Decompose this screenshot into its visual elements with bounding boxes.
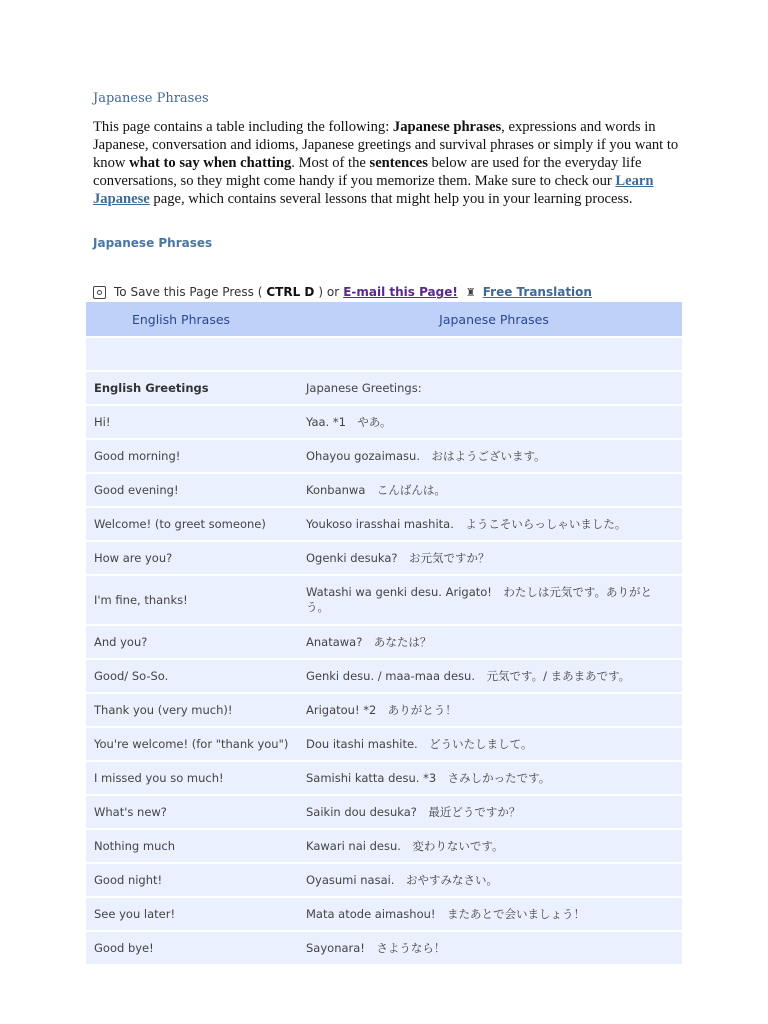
japanese-phrase: Arigatou! *2 ありがとう！ — [306, 702, 457, 717]
english-phrase: Good night! — [94, 873, 163, 887]
table-row — [86, 658, 682, 692]
english-phrase: Nothing much — [94, 839, 175, 853]
save-mid: ) or — [318, 285, 340, 299]
english-phrase: I missed you so much! — [94, 771, 224, 785]
japanese-phrase: Youkoso irasshai mashita. ようこそいらっしゃいました。 — [306, 516, 627, 531]
page-title: Japanese Phrases — [93, 91, 209, 106]
table-row — [86, 472, 682, 506]
save-bar — [93, 285, 592, 299]
intro-bold-phrases: Japanese phrases — [392, 119, 502, 135]
table-row — [86, 794, 682, 828]
japanese-phrase: Yaa. *1 やあ。 — [306, 414, 392, 429]
japanese-phrase: Ohayou gozaimasu. おはようございます。 — [306, 448, 546, 463]
section-subtitle: Japanese Phrases — [93, 236, 213, 250]
table-row — [86, 506, 682, 540]
save-prefix: To Save this Page Press ( — [114, 285, 263, 299]
save-shortcut: CTRL D — [266, 285, 315, 299]
english-phrase: Thank you (very much)! — [94, 703, 233, 717]
intro-text-4: below are used for the everyday life conversations, so they might come handy if you memorize them. Make sure to check our — [93, 155, 642, 189]
save-icon — [93, 286, 106, 299]
japanese-phrase: Mata atode aimashou! またあとで会いましょう！ — [306, 906, 586, 921]
table-row — [86, 862, 682, 896]
intro-text-2: , expressions and words in Japanese, conversation and idioms, Japanese greetings and survival phrases or simply if you want to know — [93, 119, 679, 171]
table-row — [86, 438, 682, 472]
table-row — [86, 760, 682, 794]
japanese-phrase: Sayonara! さようなら！ — [306, 940, 446, 955]
table-row — [86, 692, 682, 726]
table-row — [86, 336, 682, 370]
intro-bold-chatting: what to say when chatting — [129, 155, 292, 171]
japanese-phrase: Dou itashi mashite. どういたしまして。 — [306, 736, 533, 751]
table-row — [86, 540, 682, 574]
japanese-phrase: Konbanwa こんばんは。 — [306, 482, 446, 497]
table-row — [86, 370, 682, 404]
intro-text-5: page, which contains several lessons that might help you in your learning process. — [149, 191, 633, 207]
english-phrase: Welcome! (to greet someone) — [94, 517, 266, 531]
english-phrase: And you? — [94, 635, 148, 649]
intro-bold-sentences: sentences — [369, 155, 428, 171]
japanese-phrase: Kawari nai desu. 変わりないです。 — [306, 838, 504, 853]
email-page-link[interactable]: E-mail this Page! — [343, 285, 458, 299]
table-row — [86, 896, 682, 930]
english-phrase: Good evening! — [94, 483, 179, 497]
table-header — [86, 302, 682, 336]
japanese-phrase: Genki desu. / maa-maa desu. 元気です。/ まあまあです。 — [306, 668, 631, 683]
english-phrase: Good bye! — [94, 941, 154, 955]
english-phrase: English Greetings — [94, 381, 209, 395]
english-phrase: Hi! — [94, 415, 111, 429]
japanese-phrase: Samishi katta desu. *3 さみしかったです。 — [306, 770, 551, 785]
english-phrase: See you later! — [94, 907, 176, 921]
intro-text-3: . Most of the — [291, 155, 370, 171]
english-phrase: What's new? — [94, 805, 167, 819]
table-row — [86, 574, 682, 624]
table-row — [86, 624, 682, 658]
intro-text-1: This page contains a table including the following: — [93, 119, 393, 135]
phrases-table — [86, 302, 682, 964]
intro-paragraph — [93, 118, 683, 208]
japanese-phrase: Oyasumi nasai. おやすみなさい。 — [306, 872, 498, 887]
japanese-phrase: Japanese Greetings: — [306, 380, 422, 395]
japanese-phrase: Saikin dou desuka? 最近どうですか？ — [306, 804, 521, 819]
japanese-phrase: Anatawa? あなたは？ — [306, 634, 432, 649]
table-row — [86, 930, 682, 964]
english-phrase: Good/ So-So. — [94, 669, 169, 683]
free-translation-link[interactable]: Free Translation — [482, 285, 592, 299]
table-row — [86, 828, 682, 862]
header-japanese: Japanese Phrases — [439, 311, 549, 327]
japanese-phrase: Ogenki desuka? お元気ですか？ — [306, 550, 490, 565]
japanese-phrase: Watashi wa genki desu. Arigato! わたしは元気です。ありがとう。 — [306, 585, 652, 614]
table-row — [86, 404, 682, 438]
table-body — [86, 336, 682, 964]
english-phrase: How are you? — [94, 551, 173, 565]
english-phrase: Good morning! — [94, 449, 181, 463]
learn-japanese-link[interactable]: Learn Japanese — [93, 173, 654, 207]
english-phrase: I'm fine, thanks! — [94, 593, 188, 607]
header-english: English Phrases — [131, 311, 231, 327]
table-row — [86, 726, 682, 760]
english-phrase: You're welcome! (for "thank you") — [94, 737, 289, 751]
translation-icon: ♜ — [465, 285, 476, 299]
